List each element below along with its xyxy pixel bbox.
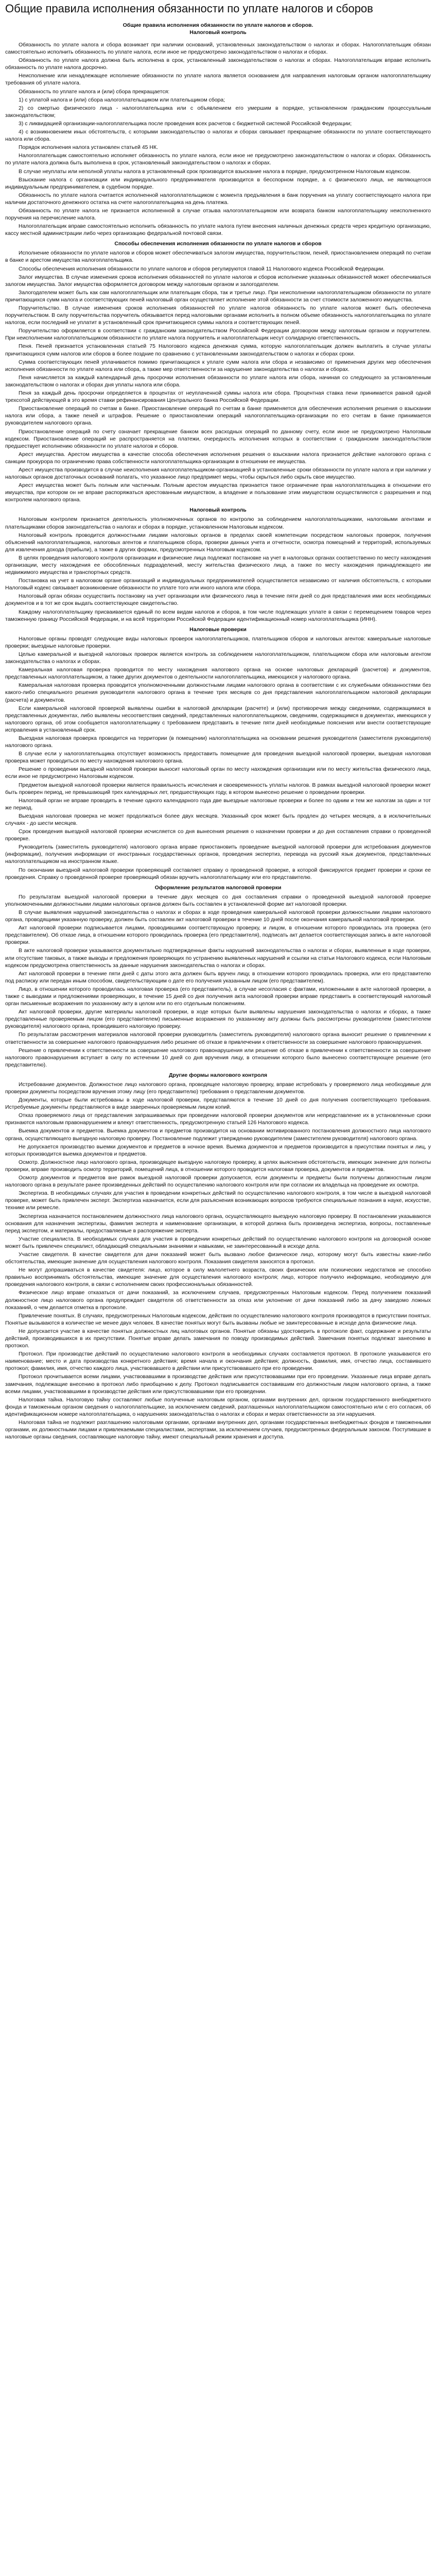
paragraph: Лицо, в отношении которого проводилась налоговая проверка (его представитель), в случае несогласия с фактами, изложенными в акте налоговой проверки, а также с выводами и предложениями проверяющих, в течение 15 дней со дня получения акта налоговой проверки вправе представить в соответствующий налоговый орган письменные возражения по указанному акту в целом или по его отдельным положениям. [5,986,431,1007]
paragraph: Обязанность по уплате налога и (или) сбора прекращается: [19,88,170,95]
paragraph: По результатам выездной налоговой проверки в течение двух месяцев со дня составления справки о проведенной выездной налоговой проверке уполномоченными должностными лицами налоговых органов должен быть составлен в установленной форме акт налоговой проверки. [5,893,431,907]
paragraph: Обязанность по уплате налога и сбора возникает при наличии оснований, установленных законодательством о налогах и сборах. Налогоплательщик обязан самостоятельно исполнить обязанность по уплате налога, если иное не предусмотрено законодательством о налогах и сборах. [5,42,431,56]
paragraph: Если камеральной налоговой проверкой выявлены ошибки в налоговой декларации (расчете) и (или) противоречия между сведениями, содержащимися в представленных документах, либо выявлены несоответствия сведений, представленных налогоплательщиком, сведениям, содержащимся в документах, имеющихся у налогового органа, об этом сообщается налогоплательщику с требованием представить в течение пяти дней необходимые пояснения или внести соответствующие исправления в установленный срок. [5,705,431,733]
paragraph: Неисполнение или ненадлежащее исполнение обязанности по уплате налога является основанием для направления налоговым органом налогоплательщику требования об уплате налога. [5,73,431,87]
paragraph: Взыскание налога с организации или индивидуального предпринимателя производится в бесспорном порядке, а с физического лица, не являющегося индивидуальным предпринимателем, в судебном порядке. [5,176,431,190]
paragraph: Каждому налогоплательщику присваивается единый по всем видам налогов и сборов, в том числе подлежащих уплате в связи с перемещением товаров через таможенную границу Российской Федерации, и на всей территории Российской Федерации идентификационный номер налогоплательщика (ИНН). [5,608,431,622]
paragraph: Не могут допрашиваться в качестве свидетеля: лицо, которое в силу малолетнего возраста, своих физических или психических недостатков не способно правильно воспринимать обстоятельства, имеющие значение для осуществления налогового контроля; лицо, которое получило информацию, необходимую для проведения налогового контроля, в связи с исполнением своих профессиональных обязанностей. [5,1267,431,1288]
paragraph: Осмотр. Должностное лицо налогового органа, производящее выездную налоговую проверку, в целях выяснения обстоятельств, имеющих значение для полноты проверки, вправе производить осмотр территорий, помещений лица, в отношении которого проводится налоговая проверка, документов и предметов. [5,1159,431,1173]
paragraph: Отказ проверяемого лица от представления запрашиваемых при проведении налоговой проверки документов или непредставление их в установленные сроки признаются налоговым правонарушением и влекут ответственность, предусмотренную статьей 126 Налогового кодекса. [5,1112,431,1126]
paragraph: Сумма соответствующих пеней уплачивается помимо причитающихся к уплате сумм налога или сбора и независимо от применения других мер обеспечения исполнения обязанности по уплате налога или сбора, а также мер ответственности за нарушение законодательства о налогах и сборах. [5,359,431,372]
section-heading: Налоговые проверки [189,626,247,633]
paragraph: Камеральная налоговая проверка проводится уполномоченными должностными лицами налогового органа в соответствии с их служебными обязанностями без какого-либо специального решения руководителя налогового органа в течение трех месяцев со дня представления налогоплательщиком налоговой декларации (расчета) и документов. [5,682,431,703]
paragraph: В случае неуплаты или неполной уплаты налога в установленный срок производится взыскание налога в порядке, предусмотренном Налоговым кодексом. [19,168,411,175]
paragraph: Привлечение понятых. В случаях, предусмотренных Налоговым кодексом, действия по осуществлению налогового контроля производятся в присутствии понятых. Понятые вызываются в количестве не менее двух человек. В качестве понятых могут быть вызваны любые не заинтересованные в исходе дела физические лица. [5,1312,431,1326]
paragraph: Участие свидетеля. В качестве свидетеля для дачи показаний может быть вызвано любое физическое лицо, которому могут быть известны какие-либо обстоятельства, имеющие значение для осуществления налогового контроля. Показания свидетеля заносятся в протокол. [5,1251,431,1265]
paragraph: Целью камеральной и выездной налоговых проверок является контроль за соблюдением налогоплательщиком, плательщиком сбора или налоговым агентом законодательства о налогах и сборах. [5,651,431,665]
paragraph: В целях проведения налогового контроля организации и физические лица подлежат постановке на учет в налоговых органах соответственно по месту нахождения организации, месту нахождения ее обособленных подразделений, месту жительства физического лица, а также по месту нахождения принадлежащего им недвижимого имущества и транспортных средств. [5,554,431,576]
paragraph: Залогодателем может быть как сам налогоплательщик или плательщик сбора, так и третье лицо. При неисполнении налогоплательщиком обязанности по уплате причитающихся сумм налога и соответствующих пеней налоговый орган осуществляет исполнение этой обязанности за счет стоимости заложенного имущества. [5,289,431,303]
paragraph: Акт налоговой проверки, другие материалы налоговой проверки, в ходе которых были выявлены нарушения законодательства о налогах и сборах, а также представленные проверяемым лицом (его представителем) письменные возражения по указанному акту должны быть рассмотрены руководителем (заместителем руководителя) налогового органа, проводившего налоговую проверку. [5,1009,431,1030]
paragraph: Налоговый орган не вправе проводить в течение одного календарного года две выездные налоговые проверки и более по одним и тем же налогам за один и тот же период. [5,797,431,811]
section-heading: Налоговый контроль [189,507,247,514]
paragraph: Решение о проведении выездной налоговой проверки выносит налоговый орган по месту нахождения организации или по месту жительства физического лица, если иное не предусмотрено Налоговым кодексом. [5,766,431,780]
paragraph: Выемка документов и предметов. Выемка документов и предметов производится на основании мотивированного постановления должностного лица налогового органа, осуществляющего выездную налоговую проверку. Постановление подлежит утверждению руководителем (заместителем руководителя) налогового органа. [5,1128,431,1142]
paragraph: Налоговый контроль проводится должностными лицами налоговых органов в пределах своей компетенции посредством налоговых проверок, получения объяснений налогоплательщиков, налоговых агентов и плательщиков сбора, проверки данных учета и отчетности, осмотра помещений и территорий, используемых для извлечения дохода (прибыли), а также в других формах, предусмотренных Налоговым кодексом. [5,532,431,553]
list-item: 1) с уплатой налога и (или) сбора налогоплательщиком или плательщиком сбора; [19,96,225,103]
paragraph: Пеня за каждый день просрочки определяется в процентах от неуплаченной суммы налога или сбора. Процентная ставка пени принимается равной одной трехсотой действующей в это время ставки рефинансирования Центрального банка Российской Федерации. [5,390,431,404]
paragraph: Залог имущества. В случае изменения сроков исполнения обязанностей по уплате налогов и сборов исполнение указанных обязанностей может обеспечиваться залогом имущества. Залог имущества оформляется договором между налоговым органом и залогодателем. [5,274,431,287]
paragraph: Протокол прочитывается всеми лицами, участвовавшими в производстве действия или присутствовавшими при его проведении. Указанные лица вправе делать замечания, подлежащие внесению в протокол либо приобщению к делу. Протокол подписывается составившим его должностным лицом налогового органа, а также всеми лицами, участвовавшими в производстве действия или присутствовавшими при его проведении. [5,1374,431,1395]
paragraph: По окончании выездной налоговой проверки проверяющий составляет справку о проведенной проверке, в которой фиксируются предмет проверки и сроки ее проведения. Справку о проведенной проверке проверяющий обязан вручить налогоплательщику или его представителю. [5,867,431,880]
paragraph: Выездная налоговая проверка не может продолжаться более двух месяцев. Указанный срок может быть продлен до четырех месяцев, а в исключительных случаях - до шести месяцев. [5,812,431,826]
paragraph: В случае выявления нарушений законодательства о налогах и сборах в ходе проведения камеральной налоговой проверки должностными лицами налогового органа, проводящими указанную проверку, должен быть составлен акт налоговой проверки в течение 10 дней после окончания камеральной налоговой проверки. [5,909,431,923]
paragraph: Постановка на учет в налоговом органе организаций и индивидуальных предпринимателей осуществляется независимо от наличия обстоятельств, с которыми Налоговый кодекс связывает возникновение обязанности по уплате того или иного налога или сбора. [5,578,431,591]
paragraph: Способы обеспечения исполнения обязанности по уплате налогов и сборов регулируются главой 11 Налогового кодекса Российской Федерации. [19,265,385,272]
paragraph: Налоговый орган обязан осуществить постановку на учет организации или физического лица в течение пяти дней со дня представления ими всех необходимых документов и в тот же срок выдать соответствующее свидетельство. [5,593,431,607]
paragraph: Приостановление операций по счетам в банке. Приостановление операций по счетам в банке применяется для обеспечения исполнения решения о взыскании налога или сбора, а также пеней и штрафов. Решение о приостановлении операций налогоплательщика-организации по его счетам в банке принимается руководителем налогового органа. [5,405,431,427]
paragraph: Обязанность по уплате налога считается исполненной налогоплательщиком с момента предъявления в банк поручения на уплату соответствующего налога при наличии достаточного денежного остатка на счете налогоплательщика на день платежа. [5,192,431,206]
paragraph: Акт налоговой проверки подписывается лицами, проводившими соответствующую проверку, и лицом, в отношении которого проводилась эта проверка (его представителем). Об отказе лица, в отношении которого проводилась проверка (его представителя), подписать акт делается соответствующая запись в акте налоговой проверки. [5,925,431,946]
paragraph: Порядок исполнения налога установлен статьей 45 НК. [19,144,159,151]
paragraph: Акт налоговой проверки в течение пяти дней с даты этого акта должен быть вручен лицу, в отношении которого проводилась проверка, или его представителю под расписку или передан иным способом, свидетельствующим о дате его получения указанным лицом (его представителем). [5,970,431,984]
paragraph: Руководитель (заместитель руководителя) налогового органа вправе приостановить проведение выездной налоговой проверки для истребования документов (информации), получения информации от иностранных государственных органов, проведения экспертиз, перевода на русский язык документов, представленных налогоплательщиком на иностранном языке. [5,844,431,865]
paragraph: Решение о привлечении к ответственности за совершение налогового правонарушения или решение об отказе в привлечении к ответственности за совершение налогового правонарушения вступает в силу по истечении 10 дней со дня вручения лицу, в отношении которого было вынесено соответствующее решение (его представителю). [5,1047,431,1068]
section-heading: Другие формы налогового контроля [168,1072,268,1078]
paragraph: Поручительство оформляется в соответствии с гражданским законодательством Российской Федерации договором между налоговым органом и поручителем. При неисполнении налогоплательщиком обязанности по уплате налога поручитель и налогоплательщик несут солидарную ответственность. [5,328,431,342]
paragraph: Выездная налоговая проверка проводится на территории (в помещении) налогоплательщика на основании решения руководителя (заместителя руководителя) налогового органа. [5,735,431,749]
paragraph: Экспертиза. В необходимых случаях для участия в проведении конкретных действий по осуществлению налогового контроля, в том числе в выездной налоговой проверке, может быть привлечен эксперт. Экспертиза назначается, если для разъяснения возникающих вопросов требуются специальные познания в науке, искусстве, технике или ремесле. [5,1190,431,1211]
paragraph: Исполнение обязанности по уплате налогов и сборов может обеспечиваться залогом имущества, поручительством, пеней, приостановлением операций по счетам в банке и арестом имущества налогоплательщика. [5,250,431,264]
paragraph: Участие специалиста. В необходимых случаях для участия в проведении конкретных действий по осуществлению налогового контроля на договорной основе может быть привлечен специалист, обладающий специальными знаниями и навыками, не заинтересованный в исходе дела. [5,1235,431,1249]
paragraph: Истребование документов. Должностное лицо налогового органа, проводящее налоговую проверку, вправе истребовать у проверяемого лица необходимые для проверки документы посредством вручения этому лицу (его представителю) требования о представлении документов. [5,1081,431,1095]
paragraph: Камеральная налоговая проверка проводится по месту нахождения налогового органа на основе налоговых деклараций (расчетов) и документов, представленных налогоплательщиком, а также других документов о деятельности налогоплательщика, имеющихся у налогового органа. [5,667,431,681]
paragraph: Налоговая тайна. Налоговую тайну составляют любые полученные налоговым органом, органами внутренних дел, органом государственного внебюджетного фонда и таможенным органом сведения о налогоплательщике, за исключением сведений, разглашенных налогоплательщиком самостоятельно или с его согласия, об идентификационном номере налогоплательщика, о нарушениях законодательства о налогах и сборах и мерах ответственности за эти нарушения. [5,1396,431,1417]
paragraph: Протокол. При производстве действий по осуществлению налогового контроля в необходимых случаях составляется протокол. В протоколе указываются его наименование; место и дата производства конкретного действия; время начала и окончания действия; должность, фамилия, имя, отчество лица, составившего протокол; фамилия, имя, отчество каждого лица, участвовавшего в действии или присутствовавшего при его проведении. [5,1351,431,1372]
paragraph: Предметом выездной налоговой проверки является правильность исчисления и своевременность уплаты налогов. В рамках выездной налоговой проверки может быть проверен период, не превышающий трех календарных лет, предшествующих году, в котором вынесено решение о проведении проверки. [5,782,431,795]
paragraph: Пеня начисляется за каждый календарный день просрочки исполнения обязанности по уплате налога или сбора, начиная со следующего за установленным законодательством о налогах и сборах дня уплаты налога или сбора. [5,374,431,388]
section-heading: Способы обеспечения исполнения обязанности по уплате налогов и сборов [114,241,322,247]
paragraph: Не допускается участие в качестве понятых должностных лиц налоговых органов. Понятые обязаны удостоверить в протоколе факт, содержание и результаты действий, производившихся в их присутствии. Понятые вправе делать замечания по поводу производимых действий. Замечания понятых подлежат занесению в протокол. [5,1328,431,1349]
paragraph: Арест имущества. Арестом имущества в качестве способа обеспечения исполнения решения о взыскании налога признается действие налогового органа с санкции прокурора по ограничению права собственности налогоплательщика-организации в отношении ее имущества. [5,451,431,465]
paragraph: Обязанность по уплате налога должна быть исполнена в срок, установленный законодательством о налогах и сборах. Налогоплательщик вправе исполнить обязанность по уплате налога досрочно. [5,57,431,71]
paragraph: Поручительство. В случае изменения сроков исполнения обязанностей по уплате налогов обязанность по уплате налогов может быть обеспечена поручительством. В силу поручительства поручитель обязывается перед налоговыми органами исполнить в полном объеме обязанность налогоплательщика по уплате налогов, если последний не уплатит в установленный срок причитающиеся суммы налога и соответствующих пеней. [5,305,431,326]
paragraph: Налогоплательщик самостоятельно исполняет обязанность по уплате налога, если иное не предусмотрено законодательством о налогах и сборах. Обязанность по уплате налога должна быть выполнена в срок, установленный законодательством о налогах и сборах. [5,152,431,166]
list-item: 3) с ликвидацией организации-налогоплательщика после проведения всех расчетов с бюджетной системой Российской Федерации; [19,120,352,127]
paragraph: Налоговая тайна не подлежит разглашению налоговыми органами, органами внутренних дел, органами государственных внебюджетных фондов и таможенными органами, их должностными лицами и привлекаемыми специалистами, экспертами, за исключением случаев, предусмотренных федеральным законом. Поступившие в налоговые органы сведения, составляющие налоговую тайну, имеют специальный режим хранения и доступа. [5,1419,431,1440]
paragraph: Не допускается производство выемки документов и предметов в ночное время. Выемка документов и предметов производится в присутствии понятых и лиц, у которых производится выемка документов и предметов. [5,1143,431,1157]
paragraph: Осмотр документов и предметов вне рамок выездной налоговой проверки допускается, если документы и предметы были получены должностным лицом налогового органа в результате ранее произведенных действий по осуществлению налогового контроля или при согласии их владельца на проведение их осмотра. [5,1175,431,1189]
paragraph: Срок проведения выездной налоговой проверки исчисляется со дня вынесения решения о назначении проверки и до дня составления справки о проведенной проверке. [5,828,431,842]
paragraph: Физическое лицо вправе отказаться от дачи показаний, за исключением случаев, предусмотренных Налоговым кодексом. Перед получением показаний должностное лицо налогового органа предупреждает свидетеля об ответственности за отказ или уклонение от дачи показаний либо за дачу заведомо ложных показаний, о чем делается отметка в протоколе. [5,1290,431,1311]
page-title: Общие правила исполнения обязанности по уплате налогов и сборов [5,2,373,15]
paragraph: Документы, которые были истребованы в ходе налоговой проверки, представляются в течение 10 дней со дня получения соответствующего требования. Истребуемые документы представляются в виде заверенных проверяемым лицом копий. [5,1097,431,1111]
paragraph: Налоговые органы проводят следующие виды налоговых проверок налогоплательщиков, плательщиков сборов и налоговых агентов: камеральные налоговые проверки; выездные налоговые проверки. [5,635,431,649]
paragraph: Арест имущества производится в случае неисполнения налогоплательщиком-организацией в установленные сроки обязанности по уплате налога и при наличии у налоговых органов достаточных оснований полагать, что указанное лицо предпримет меры, чтобы скрыться либо скрыть свое имущество. [5,466,431,481]
document-subheading: Налоговый контроль [189,29,247,36]
paragraph: Экспертиза назначается постановлением должностного лица налогового органа, осуществляющего выездную налоговую проверку. В постановлении указываются основания для назначения экспертизы, фамилия эксперта и наименование организации, в которой должна быть произведена экспертиза, вопросы, поставленные перед экспертом, и материалы, предоставляемые в распоряжение эксперта. [5,1213,431,1234]
paragraph: В акте налоговой проверки указываются документально подтвержденные факты нарушений законодательства о налогах и сборах, выявленные в ходе проверки, или отсутствие таковых, а также выводы и предложения проверяющих по устранению выявленных нарушений и ссылки на статьи Налогового кодекса, если Налоговым кодексом предусмотрена ответственность за данные нарушения законодательства о налогах и сборах. [5,947,431,969]
paragraph: В случае если у налогоплательщика отсутствует возможность предоставить помещение для проведения выездной налоговой проверки, выездная налоговая проверка может проводиться по месту нахождения налогового органа. [5,751,431,765]
paragraph: Арест имущества может быть полным или частичным. Полным арестом имущества признается такое ограничение прав налогоплательщика в отношении его имущества, при котором он не вправе распоряжаться арестованным имуществом, а владение и пользование этим имуществом осуществляются с разрешения и под контролем налогового органа. [5,482,431,503]
document-body [5,41,431,1440]
paragraph: Налогоплательщик вправе самостоятельно исполнить обязанность по уплате налога путем внесения наличных денежных средств через кредитную организацию, кассу местной администрации либо через организацию федеральной почтовой связи. [5,223,431,237]
list-item: 4) с возникновением иных обстоятельств, с которыми законодательство о налогах и сборах связывает прекращение обязанности по уплате соответствующего налога или сбора. [5,129,431,143]
list-item: 2) со смертью физического лица - налогоплательщика или с объявлением его умершим в порядке, установленном гражданским процессуальным законодательством; [5,105,431,118]
paragraph: Приостановление операций по счету означает прекращение банком всех расходных операций по данному счету, если иное не предусмотрено Налоговым кодексом. Приостановление операций не распространяется на платежи, очередность исполнения которых в соответствии с гражданским законодательством предшествует исполнению обязанности по уплате налогов и сборов. [5,428,431,449]
section-heading: Оформление результатов налоговой проверки [154,884,282,891]
paragraph: Пеня. Пеней признается установленная статьей 75 Налогового кодекса денежная сумма, которую налогоплательщик должен выплатить в случае уплаты причитающихся сумм налогов или сборов в более поздние по сравнению с установленными законодательством о налогах и сборах сроки. [5,343,431,357]
paragraph: Налоговым контролем признается деятельность уполномоченных органов по контролю за соблюдением налогоплательщиками, налоговыми агентами и плательщиками сборов законодательства о налогах и сборах в порядке, установленном Налоговым кодексом. [5,516,431,530]
document-heading: Общие правила исполнения обязанности по уплате налогов и сборов. [123,22,313,28]
paragraph: По результатам рассмотрения материалов налоговой проверки руководитель (заместитель руководителя) налогового органа выносит решение о привлечении к ответственности за совершение налогового правонарушения либо решение об отказе в привлечении к ответственности за совершение налогового правонарушения. [5,1031,431,1045]
paragraph: Обязанность по уплате налога не признается исполненной в случае отзыва налогоплательщиком или возврата банком налогоплательщику неисполненного поручения на перечисление налога. [5,207,431,222]
